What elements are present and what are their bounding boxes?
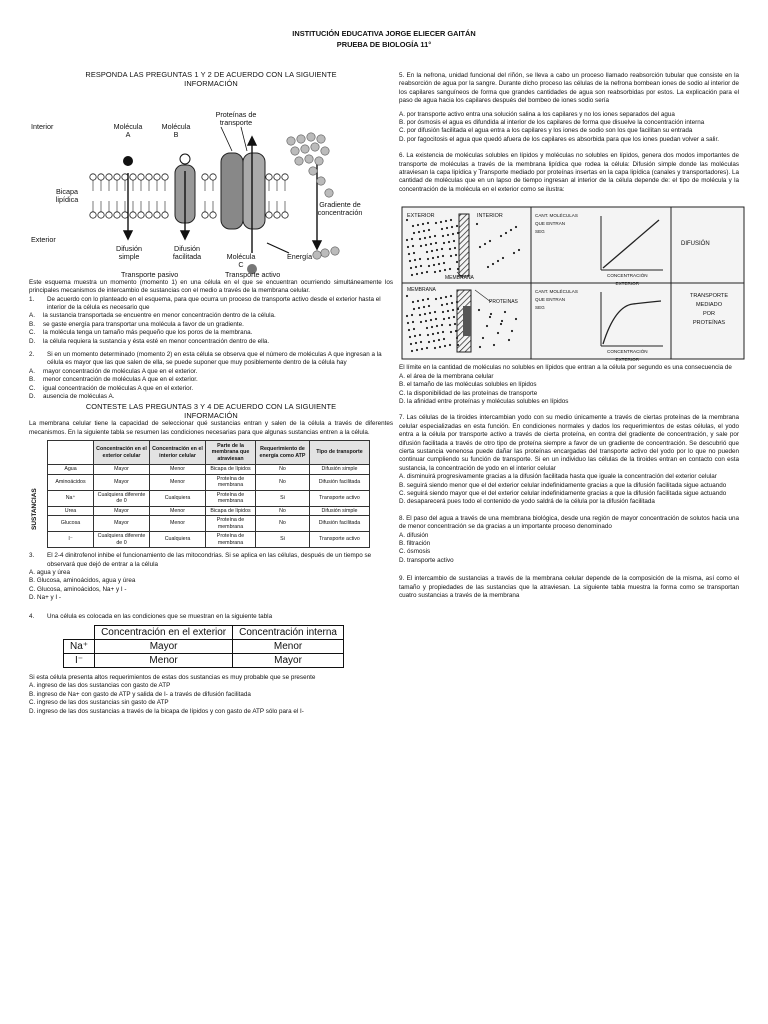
answer-option <box>29 708 393 716</box>
table-cell: Proteína de membrana <box>206 490 256 506</box>
option-text: B. Glucosa, aminoácidos, agua y úrea <box>29 577 136 585</box>
answer-option: C. ósmosis <box>399 548 431 556</box>
q2-number: 2. <box>29 351 35 359</box>
answer-option: A. disminuirá progresivamente gracias a la difusión facilitada hasta que iguale la concentración del exterior celular <box>399 473 717 481</box>
fig-yaxis-label-2: CANT. MOLÉCULAS QUE ENTRAN SEG <box>535 289 578 311</box>
fig-proteins-label: PROTEINAS <box>489 299 518 306</box>
option-letter: B. <box>29 320 35 328</box>
substance-name: Glucosa <box>48 516 94 532</box>
table-cell: Transporte activo <box>310 532 370 548</box>
option-text: C. ingreso de las dos sustancias sin gasto de ATP <box>29 699 169 707</box>
answer-option: B. filtración <box>399 540 431 547</box>
simple-diffusion-label: Difusión simple <box>116 243 142 261</box>
answer-option: B. seguirá siendo menor que el del exterior celular indefinidamente gracias a que la difusión facilitada sigue actuando <box>399 481 727 489</box>
answer-option: A. el área de la membrana celular <box>399 372 494 380</box>
table-header: Concentración en el exterior celular <box>94 441 150 465</box>
q1-number: 1. <box>29 295 35 303</box>
answer-option: C. seguirá siendo mayor que el del exterior celular indefinidamente gracias a que la difusión facilitada sigue actuando <box>399 489 727 497</box>
conc-row-value: Mayor <box>233 653 344 667</box>
option-text: se gaste energía para transportar una molécula a favor de un gradiente. <box>43 320 244 328</box>
molecule-b-label: Molécula B <box>161 121 191 139</box>
table-cell: Mayor <box>94 516 150 532</box>
membrane-transport-diagram <box>29 93 393 279</box>
intro-1: Este esquema muestra un momento (momento 1) en una célula en el que se encuentran ocurriendo simultáneamente los principales mecanismos de intercambio de sustancias con el medio a través de la membrana celular. <box>29 278 393 295</box>
table-cell: No <box>256 465 310 475</box>
option-letter: C. <box>29 329 36 337</box>
q3-options <box>29 569 393 603</box>
table-header: Requerimiento de energía como ATP <box>256 441 310 465</box>
answer-option: B. el tamaño de las moléculas solubles en lípidos <box>399 381 537 389</box>
exam-title: PRUEBA DE BIOLOGÍA 11° <box>336 40 432 49</box>
answer-option: A. difusión <box>399 531 429 539</box>
conc-row-value: Menor <box>233 639 344 653</box>
carrier-protein-left <box>221 153 243 229</box>
table-cell: Proteína de membrana <box>206 474 256 490</box>
q5-options <box>399 111 739 145</box>
intro-2: La membrana celular tiene la capacidad de seleccionar qué sustancias entran y salen de la célula a través de diferentes mecanismos. En la siguiente tabla se resumen las condiciones necesarias para que algunas sustancias entren a la célula. <box>29 420 393 436</box>
substances-side-label: SUSTANCIAS <box>31 488 38 531</box>
substances-table <box>47 440 370 548</box>
facilitated-diffusion-label: Difusión facilitada <box>172 243 202 261</box>
q8-options <box>399 532 739 566</box>
fig-xaxis-label-2: CONCENTRACIÓN EXTERIOR <box>607 349 648 363</box>
table-cell: Transporte activo <box>310 490 370 506</box>
q6-options <box>399 373 739 407</box>
table-cell: Bicapa de lípidos <box>206 465 256 475</box>
answer-option <box>29 682 393 690</box>
table-cell: Menor <box>150 516 206 532</box>
document-header <box>0 28 768 50</box>
table-cell: No <box>256 474 310 490</box>
option-text: la molécula tenga un tamaño más pequeño que los poros de la membrana. <box>43 329 253 337</box>
answer-option: C. por difusión facilitada el agua entra a los capilares y los iones de sodio son los que facilitan su entrada <box>399 127 693 135</box>
table-row <box>48 474 370 490</box>
section2-title: CONTESTE LAS PREGUNTAS 3 Y 4 DE ACUERDO CON LA SIGUIENTE INFORMACIÓN <box>85 401 337 420</box>
table-cell: Difusión simple <box>310 506 370 516</box>
answer-option <box>29 594 393 602</box>
fig-xaxis-label-1: CONCENTRACIÓN EXTERIOR <box>607 273 648 287</box>
table-row <box>48 516 370 532</box>
table-row <box>48 532 370 548</box>
energy-label: Energía <box>287 251 313 261</box>
option-text: D. ingreso de las dos sustancias a través de la bicapa de lípidos y con gasto de ATP sólo para el I- <box>29 707 304 715</box>
conc-header-exterior: Concentración en el exterior <box>95 625 233 639</box>
table-cell: Menor <box>150 465 206 475</box>
fig-interior-label: INTERIOR <box>477 213 503 220</box>
transport-proteins-label: Proteínas de transporte <box>215 109 257 127</box>
q1-options <box>29 312 393 346</box>
q9-text: 9. El intercambio de sustancias a través de la membrana celular depende de la composición de la misma, así como el tamaño y propiedades de las sustancias que la atraviesan. La siguiente tabla muestra la forma como se transportan cuatro sustancias a través de la membrana <box>399 575 739 600</box>
question-4 <box>29 613 393 621</box>
q4-text: Una célula es colocada en las condiciones que se muestran en la siguiente tabla <box>47 612 273 620</box>
carrier-protein-right <box>243 153 265 229</box>
answer-option: C. la disponibilidad de las proteínas de transporte <box>399 389 538 397</box>
option-text: mayor concentración de moléculas A que en el exterior. <box>43 367 198 375</box>
table-header: Tipo de transporte <box>310 441 370 465</box>
q4-options <box>29 682 393 716</box>
q2-options <box>29 368 393 402</box>
q8-text: 8. El paso del agua a través de una membrana biológica, desde una región de mayor concentración de solutos hacia una de menor concentración se da gracias a un importante proceso denominado <box>399 514 739 531</box>
section1-title: RESPONDA LAS PREGUNTAS 1 Y 2 DE ACUERDO CON LA SIGUIENTE INFORMACIÓN <box>85 70 337 89</box>
molecule-c-label: Molécula C <box>226 251 256 269</box>
answer-option <box>29 321 393 329</box>
conc-row-value: Mayor <box>95 639 233 653</box>
table-cell: No <box>256 516 310 532</box>
answer-option: A. por transporte activo entra una solución salina a los capilares y no los iones separados del agua <box>399 110 675 118</box>
option-letter: A. <box>29 312 35 320</box>
table-row <box>48 506 370 516</box>
table-cell: Proteína de membrana <box>206 532 256 548</box>
fig-membrane-label-1: MEMBRANA <box>445 275 474 282</box>
fig-yaxis-label-1: CANT. MOLÉCULAS QUE ENTRAN SEG <box>535 213 578 235</box>
answer-option <box>29 385 393 393</box>
q4-number: 4. <box>29 612 35 620</box>
left-column <box>29 70 393 716</box>
substance-name: I⁻ <box>48 532 94 548</box>
option-text: menor concentración de moléculas A que en el exterior. <box>43 376 198 384</box>
answer-option <box>29 586 393 594</box>
table-header <box>48 441 94 465</box>
table-cell: Difusión simple <box>310 465 370 475</box>
q3-number: 3. <box>29 552 35 560</box>
table-cell: Mayor <box>94 465 150 475</box>
question-1 <box>29 296 393 313</box>
answer-option <box>29 699 393 707</box>
question-2 <box>29 351 393 368</box>
table-cell: No <box>256 506 310 516</box>
table-cell: Cualquiera diferente de 0 <box>94 532 150 548</box>
option-text: A. agua y úrea <box>29 568 70 576</box>
fig-mediated-label: TRANSPORTE MEDIADO POR PROTEÍNAS <box>689 293 729 327</box>
table-cell: Cualquiera <box>150 490 206 506</box>
conc-row-value: Menor <box>95 653 233 667</box>
gradient-label: Gradiente de concentración <box>317 199 363 217</box>
table-header: Parte de la membrana que atraviesan <box>206 441 256 465</box>
q6-text: 6. La existencia de moléculas solubles en lípidos y moléculas no solubles en lípidos, genera dos modos importantes de transporte de moléculas a través de la membrana lipídica que rodea la célula: Difusión simple donde las moléculas atraviesan la capa lipídica y Transporte mediado por proteínas insertas en la capa lipídica (canales y transportadores). La cantidad de moléculas que en un lapso de tiempo ingresan al interior de la célula depende de: el tipo de molécula y la concentración de la molécula en el exterior como se ilustra: <box>399 152 739 193</box>
table-cell: Proteína de membrana <box>206 516 256 532</box>
conc-row-substance: I⁻ <box>64 653 95 667</box>
q7-text: 7. Las células de la tiroides intercambian yodo con su medio únicamente a través de ciertas proteínas de la membrana celular especializadas en esta función. En condiciones normales y dados los requerimientos de estas células, el yodo entra a la célula por transporte activo a través de cierta proteína, en contra del gradiente de concentración, y sale por difusión facilitada a través de otro tipo de proteína siempre a favor de un gradiente de concentración. Se descubrió que cierta sustancia venenosa puede dañar las proteínas encargadas del transporte activo del yodo por lo que no pueden continuar cumpliendo su función de transporte. Si en un individuo las células de la tiroides entran en contacto con esta sustancia, la concentración de yodo en el interior celular <box>399 414 739 472</box>
table-cell: Menor <box>150 474 206 490</box>
fig-membrane-label-2: MEMBRANA <box>407 287 436 294</box>
exterior-label: Exterior <box>31 234 56 244</box>
right-column <box>399 72 739 600</box>
q4-stem: Si esta célula presenta altos requerimientos de estas dos sustancias es muy probable que se presente <box>29 673 316 681</box>
answer-option: D. la afinidad entre proteínas y moléculas solubles en lípidos <box>399 397 569 405</box>
q5-text: 5. En la nefrona, unidad funcional del riñón, se lleva a cabo un proceso llamado reabsorción tubular que consiste en la reabsorción de agua por la sangre. Durante dicho proceso las células de la nefrona bombean iones de sodio al interior de los capilares sanguíneos de forma que grandes cantidades de agua son reabsorbidas por estos. La explicación para el paso de agua hacia los capilares después del bombeo de iones sodio sería <box>399 72 739 105</box>
answer-option <box>29 393 393 401</box>
table-cell: Difusión facilitada <box>310 516 370 532</box>
table-cell: Bicapa de lípidos <box>206 506 256 516</box>
question-3 <box>29 552 393 569</box>
option-text: la sustancia transportada se encuentre en menor concentración dentro de la célula. <box>43 312 276 320</box>
passive-transport-label: Transporte pasivo <box>121 269 179 279</box>
molecule-a <box>123 156 133 166</box>
q6-stem: El límite en la cantidad de moléculas no solubles en lípidos que entran a la célula por segundo es una consecuencia de <box>399 364 732 372</box>
table-row <box>48 490 370 506</box>
answer-option <box>29 376 393 384</box>
table-row <box>48 465 370 475</box>
fig-exterior-label: EXTERIOR <box>407 213 435 220</box>
school-name: INSTITUCIÓN EDUCATIVA JORGE ELIECER GAITÁN <box>292 29 476 38</box>
option-letter: B. <box>29 376 35 384</box>
table-cell: Difusión facilitada <box>310 474 370 490</box>
option-letter: C. <box>29 384 36 392</box>
molecule-b <box>180 154 190 164</box>
option-text: igual concentración de moléculas A que en el exterior. <box>43 384 194 392</box>
table-cell: Menor <box>150 506 206 516</box>
table-cell: Cualquiera diferente de 0 <box>94 490 150 506</box>
lipid-bilayer-label: Bicapa lipídica <box>55 186 79 204</box>
answer-option: D. por fagocitosis el agua que quedó afuera de los capilares es absorbida para que los iones puedan volver a salir. <box>399 135 719 143</box>
q2-text: Si en un momento determinado (momento 2) en esta célula se observa que el número de moléculas A que ingresan a la célula es mayor que las que salen de ella, se puede suponer que muy posiblemente dentro de la célula hay <box>47 351 382 367</box>
answer-option <box>29 329 393 337</box>
answer-option: B. por ósmosis el agua es difundida al interior de los capilares de forma que disuelve la concentración interna <box>399 119 705 127</box>
substances-table-wrap <box>29 440 393 548</box>
conc-row-substance: Na⁺ <box>64 639 95 653</box>
q7-options <box>399 473 739 507</box>
concentration-table <box>63 625 344 668</box>
table-header: Concentración en el interior celular <box>150 441 206 465</box>
transport-figure <box>401 206 745 363</box>
answer-option <box>29 577 393 585</box>
option-text: la célula requiera la sustancia y ésta esté en menor concentración dentro de ella. <box>43 337 270 345</box>
answer-option <box>29 338 393 346</box>
answer-option: D. desaparecerá pues todo el contenido de yodo saldrá de la célula por la difusión facilitada <box>399 498 655 506</box>
option-text: A. ingreso de las dos sustancias con gasto de ATP <box>29 682 171 690</box>
fig-diffusion-label: DIFUSIÓN <box>681 241 710 248</box>
option-text: B. ingreso de Na+ con gasto de ATP y salida de I- a través de difusión facilitada <box>29 690 251 698</box>
table-cell: Si <box>256 532 310 548</box>
answer-option <box>29 569 393 577</box>
option-letter: D. <box>29 337 36 345</box>
conc-header-interior: Concentración interna <box>233 625 344 639</box>
option-letter: D. <box>29 393 36 401</box>
answer-option <box>29 691 393 699</box>
option-text: ausencia de moléculas A. <box>43 393 115 401</box>
substance-name: Agua <box>48 465 94 475</box>
answer-option <box>29 312 393 320</box>
option-text: D. Na+ y I - <box>29 594 62 602</box>
active-transport-label: Transporte activo <box>225 269 281 279</box>
q1-text: De acuerdo con lo planteado en el esquema, para que ocurra un proceso de transporte activo desde el exterior hasta el interior de la célula es necesario que <box>47 295 381 312</box>
molecule-a-label: Molécula A <box>113 121 143 139</box>
table-cell: Si <box>256 490 310 506</box>
q3-text: El 2-4 dinitrofenol inhibe el funcionamiento de las mitocondrias. Si se aplica en las células, después de un tiempo se observará que dejó de entrar a la célula <box>47 552 372 568</box>
substance-name: Urea <box>48 506 94 516</box>
answer-option <box>29 368 393 376</box>
table-cell: Mayor <box>94 474 150 490</box>
substance-name: Aminoácidos <box>48 474 94 490</box>
interior-label: Interior <box>31 121 54 131</box>
substance-name: Na⁺ <box>48 490 94 506</box>
answer-option: D. transporte activo <box>399 556 454 564</box>
option-text: C. Glucosa, aminoácidos, Na+ y I - <box>29 585 127 593</box>
table-cell: Cualquiera <box>150 532 206 548</box>
option-letter: A. <box>29 367 35 375</box>
table-cell: Mayor <box>94 506 150 516</box>
